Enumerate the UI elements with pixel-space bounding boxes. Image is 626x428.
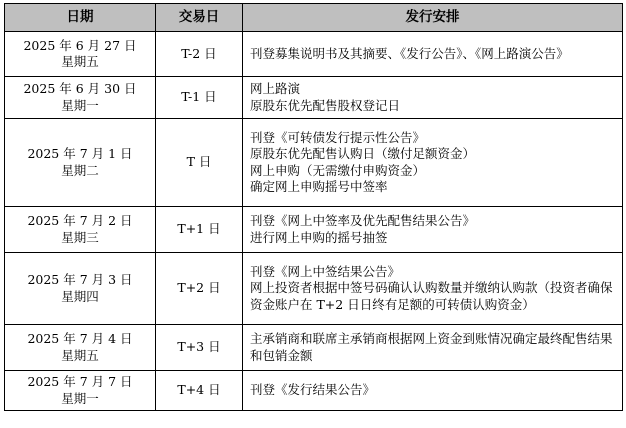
table-row [5, 325, 623, 371]
trade-day-cell: T+3 日 [156, 325, 243, 371]
date-cell [5, 77, 156, 119]
arrangement-item: 进行网上申购的摇号抽签 [250, 229, 388, 245]
arrangement-item: 刊登募集说明书及其摘要、《发行公告》、《网上路演公告》 [250, 45, 569, 61]
table-header-row [5, 4, 623, 32]
arrangement-item: 主承销商和联席主承销商根据网上资金到账情况确定最终配售结果和包销金额 [250, 331, 613, 363]
date-text: 2025 年 6 月 27 日 [23, 37, 137, 53]
table-row [5, 32, 623, 77]
date-text: 2025 年 7 月 3 日 [27, 272, 133, 287]
arrangement-item: 刊登《可转债发行提示性公告》 [250, 129, 426, 145]
date-cell [5, 253, 156, 325]
arrangement-cell [243, 253, 623, 325]
weekday-text: 星期四 [61, 288, 99, 304]
arrangement-item: 原股东优先配售认购日（缴付足额资金） [250, 146, 476, 161]
trade-day-cell: T+2 日 [156, 253, 243, 325]
weekday-text: 星期五 [61, 54, 99, 69]
arrangement-item: 网上路演 [250, 81, 301, 96]
date-text: 2025 年 7 月 4 日 [27, 331, 133, 346]
arrangement-cell [243, 325, 623, 371]
arrangement-item: 刊登《网上中签率及优先配售结果公告》 [250, 213, 476, 228]
arrangement-cell [243, 371, 623, 411]
arrangement-cell [243, 32, 623, 77]
table-row [5, 253, 623, 325]
date-text: 2025 年 7 月 2 日 [27, 213, 133, 228]
header-trade-day: 交易日 [156, 4, 243, 32]
weekday-text: 星期一 [61, 390, 99, 406]
weekday-text: 星期五 [61, 347, 99, 363]
arrangement-item: 网上投资者根据中签号码确认认购数量并缴纳认购款（投资者确保资金账户在 T+2 日日终有足额的可转债认购资金） [250, 280, 613, 312]
arrangement-cell [243, 77, 623, 119]
weekday-text: 星期三 [61, 229, 99, 245]
date-cell [5, 207, 156, 253]
header-arrangement: 发行安排 [243, 4, 623, 32]
arrangement-item: 网上申购（无需缴付申购资金） [250, 162, 426, 178]
arrangement-item: 确定网上申购摇号中签率 [250, 179, 388, 194]
arrangement-cell [243, 207, 623, 253]
table-row [5, 77, 623, 119]
weekday-text: 星期一 [61, 97, 99, 113]
arrangement-cell [243, 119, 623, 207]
arrangement-item: 原股东优先配售股权登记日 [250, 97, 401, 113]
trade-day-cell: T-1 日 [156, 77, 243, 119]
date-cell [5, 119, 156, 207]
table-row [5, 207, 623, 253]
date-text: 2025 年 6 月 30 日 [23, 81, 137, 96]
trade-day-cell: T+1 日 [156, 207, 243, 253]
date-cell [5, 32, 156, 77]
trade-day-cell: T-2 日 [156, 32, 243, 77]
table-row [5, 119, 623, 207]
table-row [5, 371, 623, 411]
date-cell [5, 371, 156, 411]
header-date: 日期 [5, 4, 156, 32]
arrangement-item: 刊登《网上中签结果公告》 [250, 263, 401, 279]
issuance-schedule-table [4, 3, 623, 411]
weekday-text: 星期二 [61, 162, 99, 178]
trade-day-cell: T 日 [156, 119, 243, 207]
trade-day-cell: T+4 日 [156, 371, 243, 411]
date-text: 2025 年 7 月 7 日 [27, 374, 133, 389]
date-text: 2025 年 7 月 1 日 [27, 146, 133, 161]
date-cell [5, 325, 156, 371]
arrangement-item: 刊登《发行结果公告》 [250, 382, 376, 398]
